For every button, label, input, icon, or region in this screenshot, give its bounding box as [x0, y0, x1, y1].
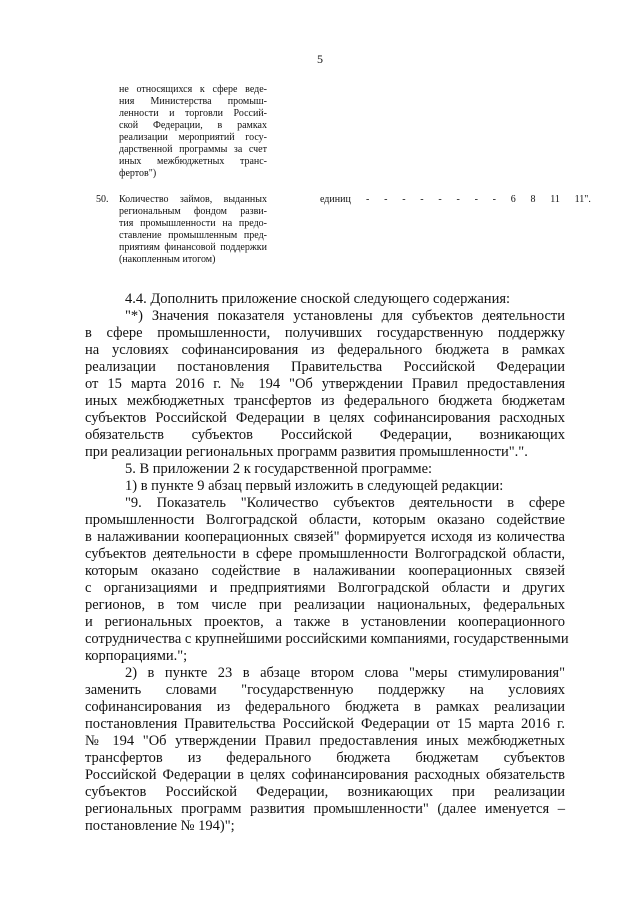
text-line: 1) в пункте 9 абзац первый изложить в следующей редакции: [125, 478, 504, 494]
text-line: субъектов Российской Федерации в целях софинансирования расходных [85, 410, 565, 426]
value-cell: 11 [550, 194, 560, 205]
unit-cell: единиц [320, 194, 351, 205]
text-line: субъектов Российской Федерации, возникающих при реализации [85, 784, 565, 800]
text-line: промышленности Волгоградской области, которым оказано содействие [85, 512, 565, 528]
text-line: реализации мероприятий госу- [119, 132, 267, 143]
table-row-50 [96, 194, 596, 274]
text-line: реализации постановления Правительства Российской Федерации [85, 359, 565, 375]
text-line: региональных программ развития промышленности" (далее именуется – [85, 801, 565, 817]
indicator-cell [119, 84, 267, 180]
text-line: постановление № 194)"; [85, 818, 235, 834]
text-line: в сфере промышленности, получивших государственную поддержку [85, 325, 565, 341]
body-text [85, 291, 569, 835]
paragraph [85, 308, 565, 461]
paragraph [85, 495, 569, 665]
indicator-cell [119, 194, 267, 266]
text-line: в налаживании кооперационных связей" формируется исходя из количества [85, 529, 565, 545]
value-cell: - [438, 194, 442, 205]
value-cell: 8 [530, 194, 536, 205]
text-line: дарственной программы за счет [119, 144, 267, 155]
value-cell: - [492, 194, 496, 205]
text-line: № 194 "Об утверждении Правил предоставления иных межбюджетных [85, 733, 565, 749]
value-cell: 11". [574, 194, 591, 205]
text-line: "*) Значения показателя установлены для субъектов деятельности [125, 308, 565, 324]
text-line: на условиях софинансирования из федерального бюджета в рамках [85, 342, 565, 358]
values-cells [366, 194, 591, 206]
text-line: заменить словами "государственную поддержку на условиях [85, 682, 565, 698]
paragraph [85, 665, 565, 835]
text-line: приятиям финансовой поддержки [119, 242, 267, 253]
table-fragment [96, 84, 596, 266]
text-line: ставление промышленным пред- [119, 230, 267, 241]
table-row-continued [96, 84, 596, 186]
text-line: при реализации региональных программ развития промышленности".". [85, 444, 528, 460]
text-line: постановления Правительства Российской Федерации от 15 марта 2016 г. [85, 716, 565, 732]
paragraph [85, 291, 565, 308]
text-line: корпорациями."; [85, 648, 188, 664]
paragraph [85, 478, 565, 495]
text-line: 5. В приложении 2 к государственной программе: [125, 461, 433, 477]
text-line: субъектов деятельности в сфере промышленности Волгоградской области, [85, 546, 565, 562]
value-cell: - [366, 194, 370, 205]
text-line: ния Министерства промыш- [119, 96, 267, 107]
text-line: Российской Федерации в целях софинансирования расходных обязательств [85, 767, 565, 783]
page-number: 5 [317, 52, 323, 66]
text-line: с организациями и предприятиями Волгоградской области и других [85, 580, 565, 596]
value-cell: - [402, 194, 406, 205]
text-line: Количество займов, выданных [119, 194, 267, 205]
text-line: иных межбюджетных трансфертов из федерального бюджета бюджетам [85, 393, 565, 409]
value-cell: - [384, 194, 388, 205]
value-cell: 6 [510, 194, 516, 205]
value-cell: - [456, 194, 460, 205]
text-line: софинансирования из федерального бюджета в рамках реализации [85, 699, 565, 715]
text-line: которым оказано содействие в налаживании кооперационных связей [85, 563, 565, 579]
text-line: фертов") [119, 168, 157, 179]
text-line: 2) в пункте 23 в абзаце втором слова "меры стимулирования" [125, 665, 565, 681]
text-line: (накопленным итогом) [119, 254, 216, 265]
text-line: и региональных проектов, а также в установлении кооперационного [85, 614, 565, 630]
text-line: "9. Показатель "Количество субъектов деятельности в сфере [125, 495, 565, 511]
text-line: 4.4. Дополнить приложение сноской следующего содержания: [125, 291, 511, 307]
text-line: обязательств субъектов Российской Федерации, возникающих [85, 427, 565, 443]
value-cell: - [474, 194, 478, 205]
text-line: сотрудничества с крупнейшими российскими компаниями, государственными [85, 631, 569, 647]
text-line: региональным фондом разви- [119, 206, 267, 217]
text-line: иных межбюджетных транс- [119, 156, 267, 167]
text-line: ленности и торговли Россий- [119, 108, 267, 119]
text-line: от 15 марта 2016 г. № 194 "Об утверждении Правил предоставления [85, 376, 565, 392]
text-line: регионов, в том числе при реализации национальных, федеральных [85, 597, 565, 613]
text-line: тия промышленности на предо- [119, 218, 267, 229]
paragraph [85, 461, 565, 478]
row-number: 50. [96, 194, 109, 205]
text-line: ской Федерации, в рамках [119, 120, 267, 131]
text-line: трансфертов из федерального бюджета бюджетам субъектов [85, 750, 565, 766]
value-cell: - [420, 194, 424, 205]
text-line: не относящихся к сфере веде- [119, 84, 267, 95]
